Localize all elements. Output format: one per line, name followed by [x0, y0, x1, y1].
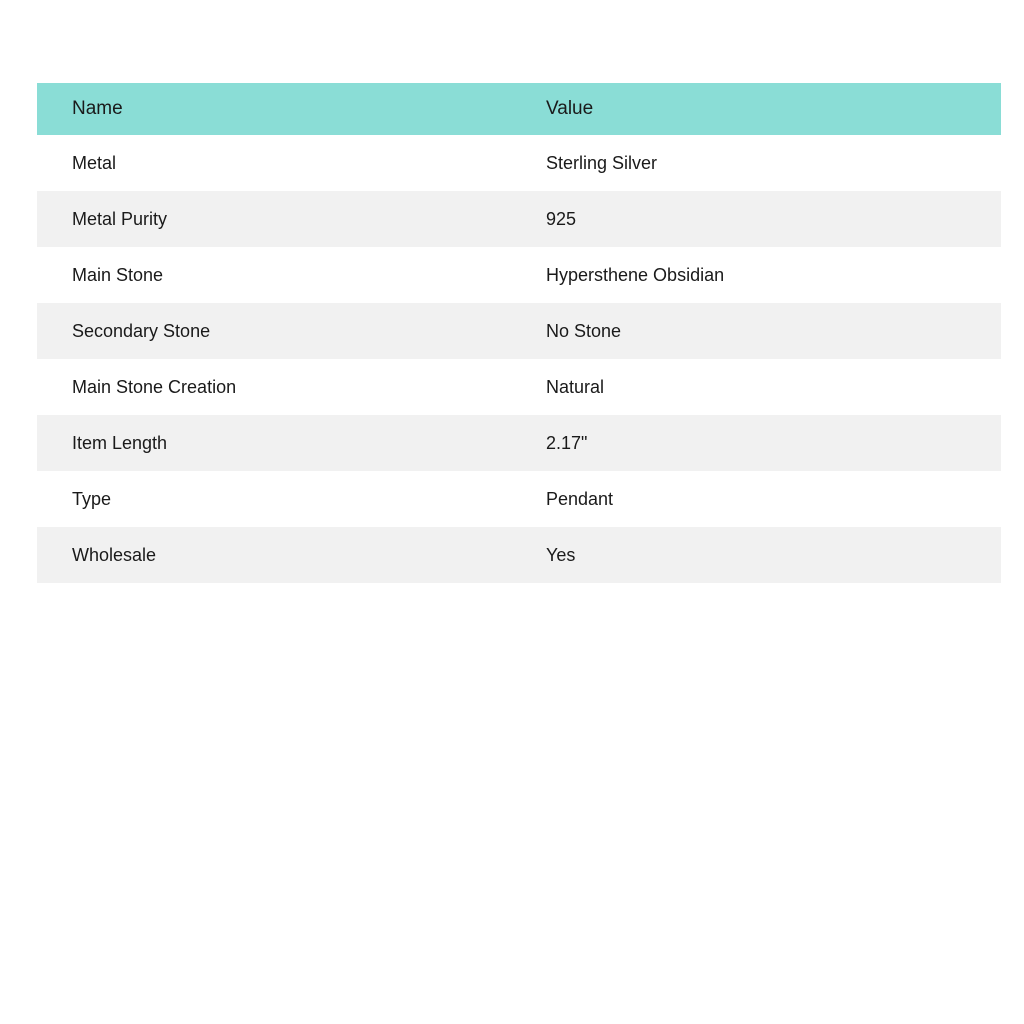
row-value: Pendant	[546, 489, 614, 509]
table-row	[37, 303, 1001, 359]
table-row	[37, 359, 1001, 415]
table-row	[37, 135, 1001, 191]
table-row	[37, 527, 1001, 583]
row-name: Wholesale	[72, 545, 157, 565]
row-value: No Stone	[546, 321, 622, 341]
row-name: Type	[72, 489, 112, 509]
row-name: Metal	[72, 153, 117, 173]
row-value: 2.17"	[546, 433, 588, 453]
row-value: Sterling Silver	[546, 153, 658, 173]
table-row	[37, 471, 1001, 527]
specification-table	[37, 83, 1001, 583]
column-header-value: Value	[524, 83, 1001, 135]
table-row	[37, 247, 1001, 303]
row-name: Metal Purity	[72, 209, 168, 229]
table-body	[37, 135, 1001, 583]
row-value: Yes	[546, 545, 576, 565]
row-name: Main Stone	[72, 265, 164, 285]
table-header	[37, 83, 1001, 135]
table-row	[37, 415, 1001, 471]
table-row	[37, 191, 1001, 247]
row-name: Item Length	[72, 433, 168, 453]
row-name: Main Stone Creation	[72, 377, 237, 397]
row-value: 925	[546, 209, 577, 229]
table-header-row	[37, 83, 1001, 135]
column-header-name: Name	[37, 83, 524, 135]
row-value: Hypersthene Obsidian	[546, 265, 725, 285]
row-value: Natural	[546, 377, 605, 397]
row-name: Secondary Stone	[72, 321, 211, 341]
